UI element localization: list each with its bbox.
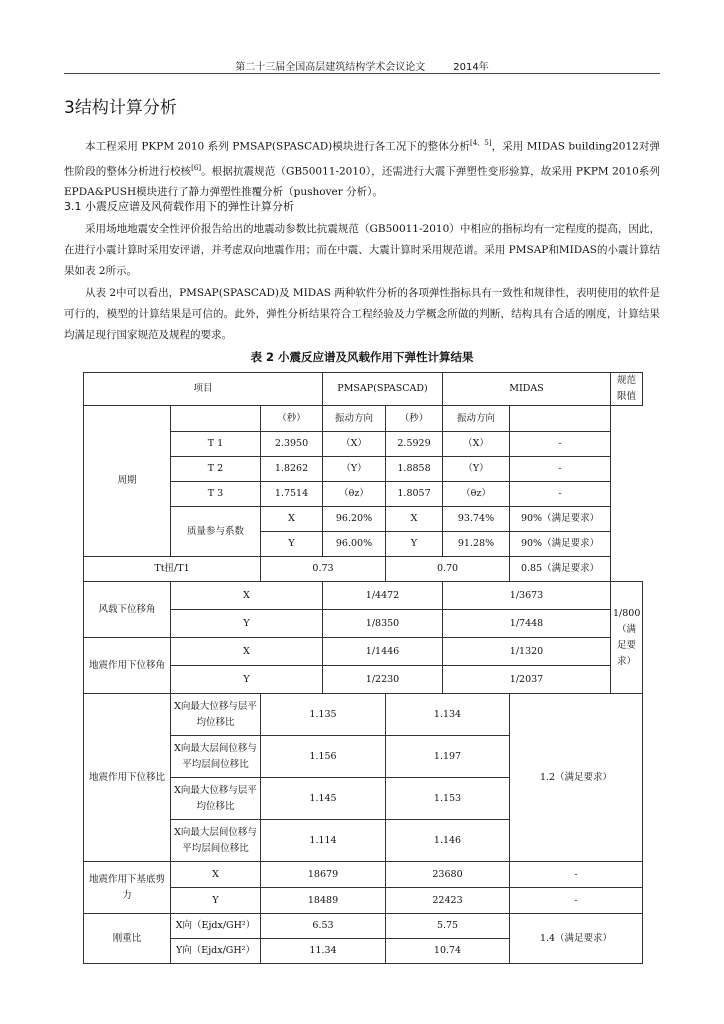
table-row	[84, 406, 643, 432]
cell-limit: -	[510, 482, 611, 507]
cell-value: （Y）	[323, 457, 386, 482]
cell-value: 1/4472	[323, 582, 443, 610]
cell-value: 1/2037	[443, 666, 611, 694]
table-row	[84, 582, 643, 610]
cell-value: 1.114	[261, 820, 386, 862]
row-group-wind: 风载下位移角	[84, 582, 171, 638]
cell-limit: 1/800（满足要求）	[611, 582, 643, 694]
citation: [4、5]	[469, 139, 492, 147]
cell-value: 1/1446	[323, 638, 443, 666]
cell-label: X	[171, 638, 323, 666]
row-group-ratio: 地震作用下位移比	[84, 694, 171, 862]
cell-value: （θz）	[323, 482, 386, 507]
cell-label: Y	[171, 888, 261, 914]
cell-value: 11.34	[261, 939, 386, 964]
cell-value: 91.28%	[443, 532, 510, 557]
row-group-period: 周期	[84, 406, 171, 557]
header-pmsap: PMSAP(SPASCAD)	[323, 373, 443, 406]
table-header-row	[84, 373, 643, 406]
cell-limit: -	[510, 888, 643, 914]
table-row	[84, 694, 643, 736]
cell-label: T 3	[171, 482, 261, 507]
cell-direction: 振动方向	[443, 406, 510, 432]
cell-value: （Y）	[443, 457, 510, 482]
cell-value: 1/2230	[323, 666, 443, 694]
cell-value: 18489	[261, 888, 386, 914]
cell-value: （X）	[443, 432, 510, 457]
row-group-eq-drift: 地震作用下位移角	[84, 638, 171, 694]
header-rule	[64, 73, 660, 74]
cell-value: 1.156	[261, 736, 386, 778]
citation: [6]	[191, 163, 202, 172]
cell-value: 1.8858	[386, 457, 443, 482]
cell-value: 2.3950	[261, 432, 323, 457]
cell-label: X向（Ejdx/GH²）	[171, 914, 261, 939]
cell-label: Y	[171, 610, 323, 638]
cell-label: 质量参与系数	[171, 507, 261, 557]
table-caption: 表 2 小震反应谱及风载作用下弹性计算结果	[250, 350, 474, 364]
cell-limit: 1.2（满足要求）	[510, 694, 643, 862]
results-table	[83, 372, 643, 964]
cell-limit: 0.85（满足要求）	[510, 557, 611, 582]
cell-label: Y向（Ejdx/GH²）	[171, 939, 261, 964]
cell-value: 2.5929	[386, 432, 443, 457]
cell-label: X向最大层间位移与平均层间位移比	[171, 820, 261, 862]
header-item: 项目	[84, 373, 323, 406]
cell-value: 18679	[261, 862, 386, 888]
cell-value: 1.8262	[261, 457, 323, 482]
paragraph-results-discussion: 从表 2中可以看出，PMSAP(SPASCAD)及 MIDAS 两种软件分析的各项弹性指标具有一致性和规律性，表明使用的软件是可行的，模型的计算结果是可信的。此外，弹性分析结果符合工程经验及力学概念所做的判断，结构具有合适的刚度，计算结果均满足现行国家规范及规程的要求。	[64, 287, 660, 341]
cell-value: 1.145	[261, 778, 386, 820]
cell-value: 10.74	[386, 939, 510, 964]
cell-value: 1.197	[386, 736, 510, 778]
cell-value: 96.20%	[323, 507, 386, 532]
row-group-stiffness: 刚重比	[84, 914, 171, 964]
cell-unit: （秒）	[261, 406, 323, 432]
cell-label: X向最大位移与层平均位移比	[171, 778, 261, 820]
cell-value: 96.00%	[323, 532, 386, 557]
cell-blank	[510, 406, 611, 432]
cell-limit: 1.4（满足要求）	[510, 914, 643, 964]
cell-limit: 90%（满足要求）	[510, 532, 611, 557]
subsection-title: 3.1 小震反应谱及风荷载作用下的弹性计算分析	[64, 200, 294, 213]
table-row	[84, 914, 643, 939]
page-header	[64, 58, 660, 73]
cell-value: 1/7448	[443, 610, 611, 638]
section-title: 3结构计算分析	[64, 98, 177, 118]
cell-value: 5.75	[386, 914, 510, 939]
cell-label: X	[171, 862, 261, 888]
cell-label: Y	[171, 666, 323, 694]
cell-value: Y	[386, 532, 443, 557]
cell-label: T 1	[171, 432, 261, 457]
cell-value: Y	[261, 532, 323, 557]
cell-value: 1.135	[261, 694, 386, 736]
cell-value: （X）	[323, 432, 386, 457]
row-group-shear: 地震作用下基底剪力	[84, 862, 171, 914]
cell-label: X向最大位移与层平均位移比	[171, 694, 261, 736]
cell-label: T 2	[171, 457, 261, 482]
cell-value: 1.134	[386, 694, 510, 736]
header-midas: MIDAS	[443, 373, 611, 406]
cell-limit: -	[510, 432, 611, 457]
cell-value: 22423	[386, 888, 510, 914]
cell-value: （θz）	[443, 482, 510, 507]
cell-direction: 振动方向	[323, 406, 386, 432]
conference-title: 第二十三届全国高层建筑结构学术会议论文	[235, 62, 426, 73]
cell-value: 1.153	[386, 778, 510, 820]
paragraph-seismic-params: 采用场地地震安全性评价报告给出的地震动参数比抗震规范（GB50011-2010）中相应的指标均有一定程度的提高，因此，在进行小震计算时采用安评谱，并考虑双向地震作用；而在中震、大震计算时采用规范谱。采用 PMSAP和MIDAS的小震计算结果如表 2所示。	[64, 223, 660, 277]
cell-value: 0.73	[261, 557, 386, 582]
header-limit: 规范限值	[611, 373, 643, 406]
cell-value: 1.7514	[261, 482, 323, 507]
cell-value: 1.146	[386, 820, 510, 862]
cell-value: 0.70	[386, 557, 510, 582]
paragraph-analysis-software: 本工程采用 PKPM 2010 系列 PMSAP(SPASCAD)模块进行各工况下的整体分析[4、5]，采用 MIDAS building2012对弹性阶段的整体分析进行校核[6]。根据抗震规范（GB50011-2010），还需进行大震下弹塑性变形验算，故采用 PKPM 2010系列EPDA&PUSH模块进行了静力弹塑性推覆分析（pushover 分析）。	[64, 139, 660, 198]
cell-label: Tt扭/T1	[84, 557, 261, 582]
cell-value: 1/1320	[443, 638, 611, 666]
cell-label: X	[171, 582, 323, 610]
cell-value: 93.74%	[443, 507, 510, 532]
cell-value: 1/8350	[323, 610, 443, 638]
cell-value: 6.53	[261, 914, 386, 939]
header-year: 2014年	[453, 62, 489, 73]
cell-blank	[171, 406, 261, 432]
cell-value: X	[386, 507, 443, 532]
table-row	[84, 862, 643, 888]
cell-value: 23680	[386, 862, 510, 888]
cell-value: 1.8057	[386, 482, 443, 507]
table-row	[84, 638, 643, 666]
cell-limit: -	[510, 862, 643, 888]
cell-label: X向最大层间位移与平均层间位移比	[171, 736, 261, 778]
cell-limit: -	[510, 457, 611, 482]
cell-limit: 90%（满足要求）	[510, 507, 611, 532]
cell-unit: （秒）	[386, 406, 443, 432]
table-row	[84, 557, 643, 582]
cell-value: 1/3673	[443, 582, 611, 610]
cell-value: X	[261, 507, 323, 532]
